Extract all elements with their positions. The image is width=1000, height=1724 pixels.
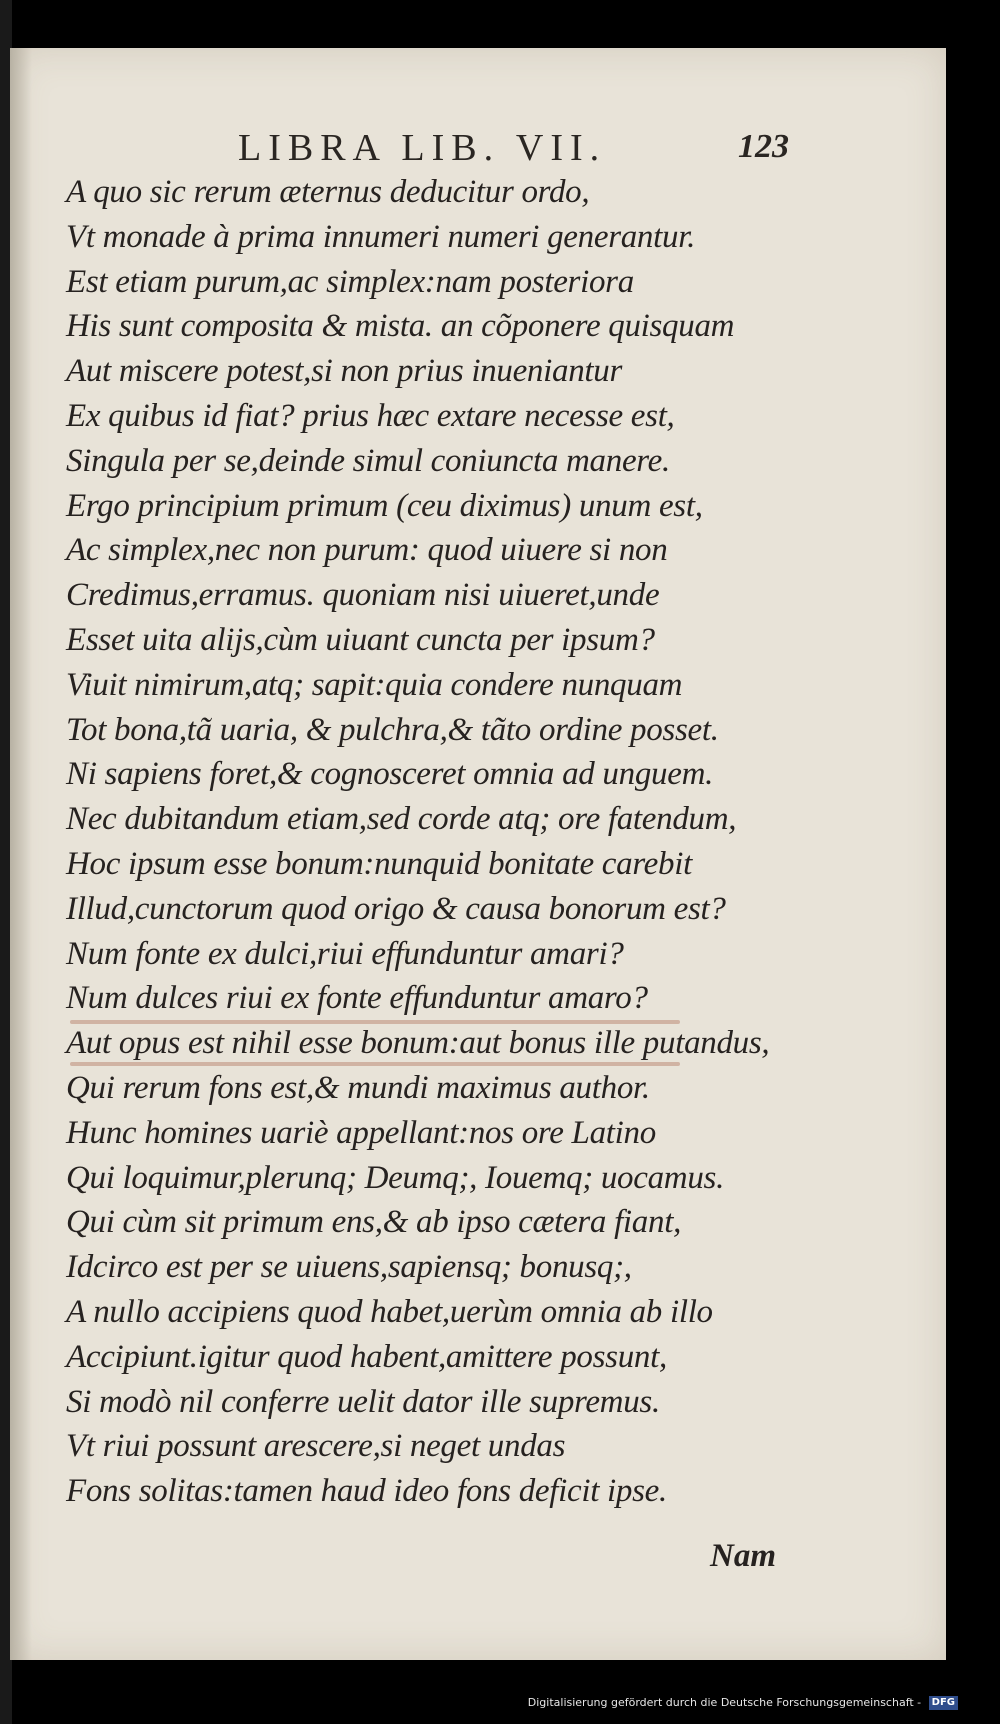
- verse-line: Num dulces riui ex fonte effunduntur amaro?: [66, 980, 648, 1017]
- verse-line: Ergo principium primum (ceu diximus) unum est,: [66, 487, 703, 524]
- verse-line: Vt riui possunt arescere,si neget undas: [66, 1428, 566, 1465]
- digitization-credit: [528, 1696, 958, 1710]
- verse-line: Fons solitas:tamen haud ideo fons deficit ipse.: [66, 1473, 667, 1510]
- running-head-title: LIBRA LIB. VII.: [238, 127, 607, 169]
- book-page: [10, 48, 946, 1660]
- verse-line: Hoc ipsum esse bonum:nunquid bonitate carebit: [66, 845, 692, 882]
- verse-line: Hunc homines uariè appellant:nos ore Latino: [66, 1114, 656, 1151]
- verse-line: Aut miscere potest,si non prius inueniantur: [66, 353, 623, 390]
- dfg-logo: DFG: [929, 1696, 958, 1710]
- verse-line: Viuit nimirum,atq; sapit:quia condere nunquam: [66, 666, 683, 703]
- verse-text-block: [66, 170, 826, 1514]
- verse-line: Credimus,erramus. quoniam nisi uiueret,unde: [66, 577, 660, 614]
- page-gutter-shadow: [10, 48, 32, 1660]
- verse-line: Num fonte ex dulci,riui effunduntur amari?: [66, 935, 624, 972]
- verse-line: Ac simplex,nec non purum: quod uiuere si non: [66, 532, 668, 569]
- verse-line: Qui cùm sit primum ens,& ab ipso cætera fiant,: [66, 1204, 682, 1241]
- verse-line: Nec dubitandum etiam,sed corde atq; ore fatendum,: [66, 801, 737, 838]
- verse-line: Qui loquimur,plerunq; Deumq;, Iouemq; uocamus.: [66, 1159, 725, 1196]
- verse-line: A nullo accipiens quod habet,uerùm omnia ab illo: [66, 1293, 713, 1330]
- running-head: [10, 126, 946, 176]
- catchword: Nam: [710, 1538, 776, 1574]
- verse-line: Idcirco est per se uiuens,sapiensq; bonusq;,: [66, 1249, 632, 1286]
- verse-line: Tot bona,tã uaria, & pulchra,& tãto ordine posset.: [66, 711, 719, 748]
- verse-line: Illud,cunctorum quod origo & causa bonorum est?: [66, 890, 726, 927]
- verse-line: Ex quibus id fiat? prius hæc extare necesse est,: [66, 397, 675, 434]
- verse-line: Esset uita alijs,cùm uiuant cuncta per ipsum?: [66, 621, 655, 658]
- verse-line: Ni sapiens foret,& cognosceret omnia ad unguem.: [66, 756, 714, 793]
- verse-line: Vt monade à prima innumeri numeri generantur.: [66, 218, 696, 255]
- verse-line: A quo sic rerum æternus deducitur ordo,: [66, 174, 590, 210]
- verse-line: His sunt composita & mista. an cõponere quisquam: [66, 308, 735, 345]
- verse-line: Qui rerum fons est,& mundi maximus author.: [66, 1069, 650, 1106]
- verse-line: Est etiam purum,ac simplex:nam posteriora: [66, 263, 634, 300]
- credit-text: Digitalisierung gefördert durch die Deutsche Forschungsgemeinschaft -: [527, 1696, 922, 1709]
- page-number: 123: [738, 128, 789, 165]
- verse-line: Si modò nil conferre uelit dator ille supremus.: [66, 1383, 660, 1420]
- verse-line: Singula per se,deinde simul coniuncta manere.: [66, 442, 670, 479]
- verse-line: Aut opus est nihil esse bonum:aut bonus ille putandus,: [66, 1025, 770, 1062]
- verse-line: Accipiunt.igitur quod habent,amittere possunt,: [66, 1338, 667, 1375]
